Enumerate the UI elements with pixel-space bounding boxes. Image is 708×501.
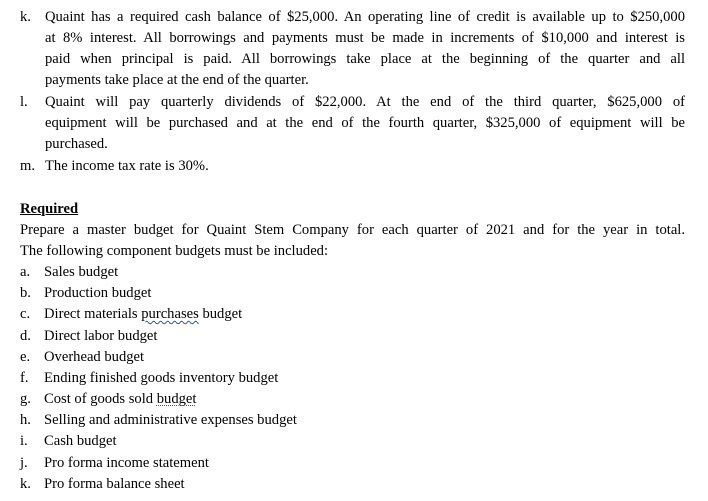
list-marker: c. bbox=[20, 306, 31, 322]
item-line: payments take place at the end of the quarter. bbox=[45, 72, 309, 88]
item-line: Quaint has a required cash balance of $25,000. An operating line of credit is available up to $250,000 bbox=[45, 9, 685, 25]
list-item-cogs-budget bbox=[44, 391, 196, 408]
list-item-income-statement: Pro forma income statement bbox=[44, 455, 209, 471]
list-marker: a. bbox=[20, 264, 31, 280]
item-marker: l. bbox=[20, 94, 28, 110]
item-line: equipment will be purchased and at the end of the fourth quarter, $325,000 of equipment will be bbox=[45, 115, 685, 131]
list-marker: d. bbox=[20, 328, 31, 344]
item-marker: m. bbox=[20, 158, 35, 174]
list-item-cash-budget: Cash budget bbox=[44, 433, 117, 449]
item-marker: k. bbox=[20, 9, 31, 25]
spellcheck-flagged-word: purchases bbox=[141, 306, 199, 322]
item-line: paid when principal is paid. All borrowings take place at the beginning of the quarter and all bbox=[45, 51, 685, 67]
item-line: The income tax rate is 30%. bbox=[45, 158, 209, 174]
list-marker: i. bbox=[20, 433, 28, 449]
list-text-part: budget bbox=[198, 306, 243, 322]
item-line: purchased. bbox=[45, 136, 108, 152]
list-item-overhead-budget: Overhead budget bbox=[44, 349, 145, 365]
item-line: Quaint will pay quarterly dividends of $22,000. At the end of the third quarter, $625,000 of bbox=[45, 94, 685, 110]
list-item-ending-inventory-budget: Ending finished goods inventory budget bbox=[44, 370, 279, 386]
list-item-production-budget: Production budget bbox=[44, 285, 152, 301]
list-marker: b. bbox=[20, 285, 31, 301]
required-intro-line: Prepare a master budget for Quaint Stem Company for each quarter of 2021 and for the year in total. bbox=[20, 222, 685, 238]
list-item-selling-admin-budget: Selling and administrative expenses budget bbox=[44, 412, 297, 428]
item-line: at 8% interest. All borrowings and payments must be made in increments of $10,000 and interest is bbox=[45, 30, 685, 46]
list-text-part: Cost of goods sold bbox=[44, 391, 157, 407]
list-marker: g. bbox=[20, 391, 31, 407]
grammar-flagged-word: budget bbox=[156, 391, 197, 407]
list-marker: j. bbox=[20, 455, 28, 471]
list-item-direct-labor-budget: Direct labor budget bbox=[44, 328, 158, 344]
list-marker: h. bbox=[20, 412, 31, 428]
required-heading: Required bbox=[20, 201, 79, 217]
list-marker: f. bbox=[20, 370, 29, 386]
list-text-part: Direct materials bbox=[44, 306, 142, 322]
list-item-sales-budget: Sales budget bbox=[44, 264, 119, 280]
list-marker: e. bbox=[20, 349, 31, 365]
list-marker: k. bbox=[20, 476, 31, 492]
list-item-balance-sheet: Pro forma balance sheet bbox=[44, 476, 185, 492]
list-item-direct-materials-budget bbox=[44, 306, 242, 323]
required-intro-line: The following component budgets must be included: bbox=[20, 243, 329, 259]
